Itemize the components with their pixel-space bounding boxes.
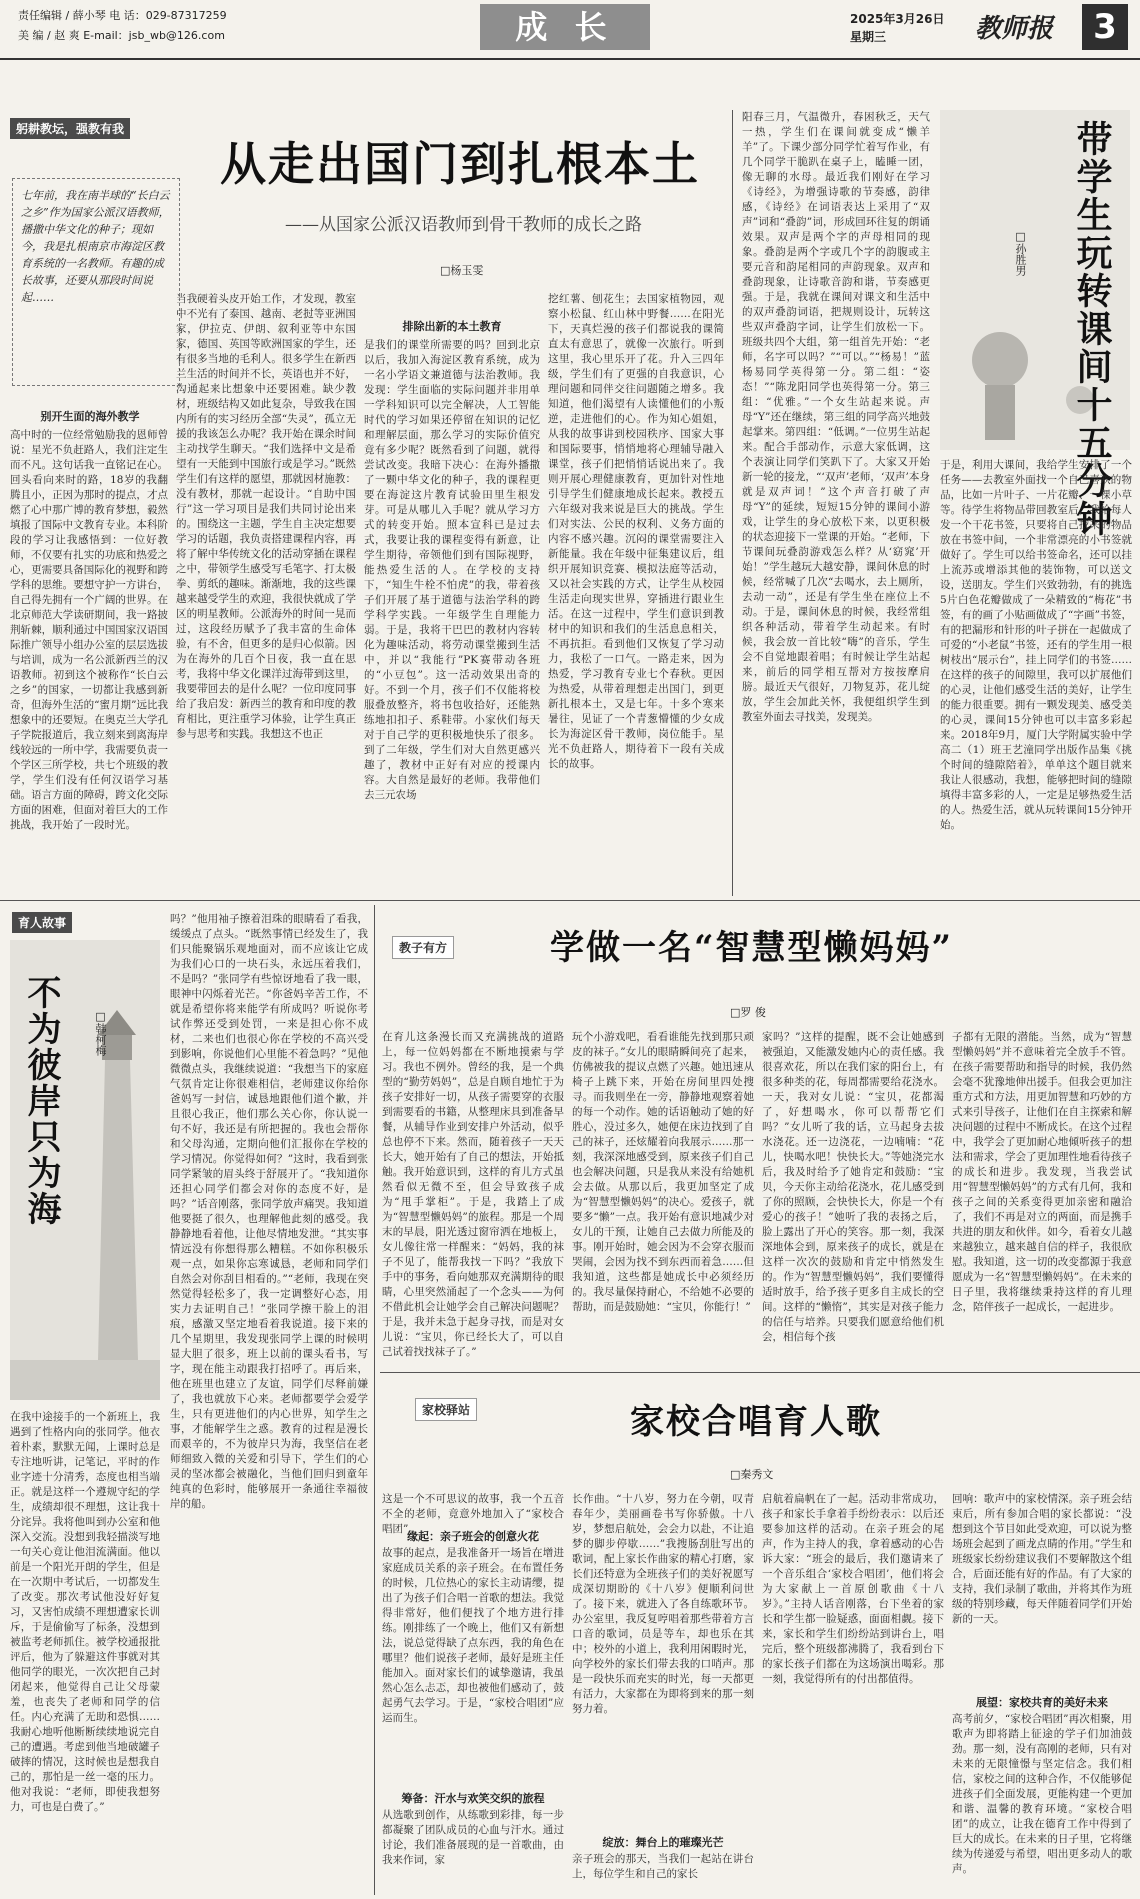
article5-col-1: 这是一个不可思议的故事，我一个五音不全的老师，竟意外地加入了“家校合唱团”。 [382,1493,564,1535]
newspaper-logo: 教师报 [975,14,1054,44]
article5-col-2: 长作曲。“十八岁，努力在今朝，叹青春年少，美丽画卷书写你骄傲。十八岁，梦想启航处，会会力以赴，不让追梦的脚步停歇……”我搜肠刮肚写出的歌词，配上家长作曲家的精心打磨，家长们还特意为全班孩子们的美好祝愿写成深切期盼的《十八岁》便顺利问世了。接下来，就进入了各自练歌环节。办公室里，我反复哼唱着那些带着方言口音的歌词，员是等车，却也乐在其中；校外的小道上，我利用闲暇时光，向学校外的家长们带去我的口哨声。那是一段快乐而充实的时光，每一天都更有活力，大家都在为即将到来的那一刻努力着。 [572,1493,754,1715]
weekday: 星期三 [850,30,887,44]
article1-col-3-lead [364,292,540,314]
article5-title: 家校合唱育人歌 [630,1402,882,1442]
article5-subheading-2: 筹备：汗水与欢笑交织的旅程 [401,1792,545,1805]
article1-col-1: 高中时的一位经常勉励我的恩师曾说：星光不负赶路人，我们注定生而不凡。这句话我一直铭记在心。回头看向来时的路，18岁的我翻腾且小，正因为那时的提点，才点燃了心中那广博的教育梦想，毅然填报了国际中文教育专业。本科阶段的学习让我感悟到：一位好教师，不仅要有扎实的功底和热爱之心，更需要具备国际化的视野和跨学科的思维。要想守护一方讲台，自己得先拥有一个广阔的世界。在北京师范大学读研期间，我一路披荆斩棘，顺利通过中国国家汉语国际推广领导小组办公室的层层选拔与培训，成为一名公派新西兰的汉语教师。初到这个被称作“长白云之乡”的国家，一切都让我感到新奇，但海外生活的“蜜月期”远比我想象中的还要短。在奥克兰大学孔子学院报道后，我立刻来到离海岸线较远的一所中学，我需要负责一个学区三所学校，共七个班级的教学，学生们没有任何汉语学习基础。语言方面的障碍，跨文化交际方面的困难，但面对着巨大的工作挑战，我开始了一段时光。 [10,429,168,831]
article5-col-4: 回响：歌声中的家校情深。亲子班会结束后，所有参加合唱的家长都说：“没想到这个节目如此受欢迎，可以说为整场班会起到了画龙点睛的作用。”学生和班级家长纷纷建议我们不要解散这个组合，后面还能有好的作品。有了大家的支持，我们录制了歌曲，并将其作为班级的特别珍藏，每天伴随着同学们开始新的一天。 [952,1493,1132,1625]
header-contact [18,6,227,46]
article4-col-1: 在育儿这条漫长而又充满挑战的道路上，每一位妈妈都在不断地摸索与学习。我也不例外。曾经的我，是一个典型的“勤劳妈妈”，总是自顾自地忙于为孩子安排好一切，从孩子需要穿的衣服到需要看的书籍，从整理床具到准备早餐，从辅导作业到安排户外活动，似乎总也停不下来。然而，随着孩子一天天长大，她开始有了自己的想法，开始抵触。我开始意识到，这样的育儿方式虽然看似无微不至，但会导致孩子成为“甩手掌柜”。于是，我踏上了成为“智慧型懒妈妈”的旅程。那是一个周末的早晨，阳光透过窗帘洒在地板上，女儿像往常一样醒来：“妈妈，我的袜子不见了，能帮我找一下吗？”我放下手中的事务，看向她那双充满期待的眼睛，心里突然涌起了一个念头——为何不借此机会让她学会自己解决问题呢？于是，我并未急于起身寻找，而是对女儿说：“宝贝，你已经长大了，可以自己试着找找袜子了。” [382,1031,564,1358]
page-number: 3 [1082,4,1128,50]
article1-col-3: 是我们的课堂所需要的吗？回到北京以后，我加入海淀区教育系统，成为一名小学语文兼道德与法治教师。我发现：学生面临的实际问题并非用单一学科知识可以完全解决，人工智能时代的学习如果还停留在知识的记忆和理解层面，那么学习的实际价值究竟有多少呢？既然看到了问题，就得尝试改变。我暗下决心：在海外播撒了一颗中华文化的种子，我的课程更要在海淀这片教育试验田里生根发芽。可是从哪儿入手呢？就从学习方式的转变开始。照本宣科已是过去式，我要让我的课程变得有新意，让学生期待，帝领他们到有国际视野，能热爱生活的人。在学校的支持下，“知生牛栓不怕虎”的我，带着孩子们开展了基于道德与法治学科的跨学科学实践。一年级学生自理能力弱。于是，我将干巴巴的教材内容转化为趣味活动，将劳动课堂搬到生活中，并以“我能行”PK赛带动各班的“小豆包”。这一活动效果出奇的好。不到一个月，孩子们不仅能将校服叠放整齐，将书包收拾好，还能熟练地扣扣子、系鞋带。小家伙们每天对于自己学的更积极地快乐了很多。到了二年级，学生们对大自然更感兴趣了，教材中正好有对应的授课内容。大自然是最好的老师。我带他们去三元农场 [364,339,540,801]
article1-intro-box: 七年前，我在南半球的“长白云之乡”作为国家公派汉语教师，播撒中华文化的种子；现如今，我是扎根南京市海淀区教育系统的一名教师。有趣的成长故事，还要从那段时间说起…… [12,178,180,386]
section-divider-2 [380,1372,1140,1373]
article1-col-2: 当我硬着头皮开始工作，才发现，教室中不光有了泰国、越南、老挝等亚洲国家，伊拉克、伊朗、叙利亚等中东国家，德国、英国等欧洲国家的学生，还有很多当地的毛利人。很多学生在新西兰生活的时间并不长，英语也并不好，沟通起来比想象中还要困难。缺少教材，班级结构又如此复杂，导致我在国内所有的实习经历全部“失灵”，孤立无援的我该怎么办呢？我开始在课余时间主动找学生聊天。“我们选择中文是希望有一天能到中国旅行或是学习。”既然学生们有这样的愿望，那就因材施教：没有教材，那就一起设计。“自助中国行”这一学习项目是我们共同讨论出来的。围绕这一主题，学生自主决定想要学习的话题，我负责搭建课程内容，再将了解中华传统文化的活动穿插在课程之中，带领学生感受写毛笔字、打太极拳、剪纸的趣味。渐渐地，我的这些课越来越受学生的欢迎，我很快就成了学区的明星教师。公派海外的时间一晃而过，这段经历赋予了我丰富的生命体验，有不舍，但更多的是归心似箭。因为在海外的几百个日夜，我一直在思考，我将中华文化课洋过海带到这里，我要带回去的是什么呢？一位印度同事给了我启发：新西兰的教育和印度的教育相比，更注重学习体验，让学生真正参与思考和实践。我想这不也正 [176,293,356,740]
issue-date [850,10,944,46]
page-header [0,0,1140,60]
section-divider [0,900,1140,901]
article5-col-2b: 亲子班会的那天，当我们一起站在讲台上，每位学生和自己的家长 [572,1853,754,1880]
article1-subheading-1: 别开生面的海外教学 [40,410,140,423]
article1-subtitle: ——从国家公派汉语教师到骨干教师的成长之路 [285,215,642,235]
article2-col-1: 阳春三月，气温微升，春困秋乏，天气一热，学生们在课间就变成“懒羊羊”了。下课少部分同学忙着写作业，有几个同学干脆趴在桌子上，瞌睡一团，像无聊的水母。最近我们刚好在学习《诗经》，为增强诗歌的节奏感，韵律感，《诗经》在词语表达上采用了“双声”词和“叠韵”词，形成回环往复的朗诵效果。双声是两个字的声母相同的现象。叠韵是两个字或几个字的韵腹或主要元音和韵尾相同的声韵现象。双声和叠韵现象，让诗歌音韵和谐，节奏感更强。于是，我就在课间对课文和生活中的双声叠韵词语，把规则设计，玩转这些双声叠韵字词，让学生们放松一下。班级共四个大组，第一组首先开始：“老师，名字可以吗？”“可以。”“杨易！”蓝杨易同学英得第一分。第二组：“姿态！”“陈龙阳同学也英得第一分。第三组：“优雅。”一个女生站起来说。声母“Y”还在继续，第三组的同学高兴地鼓起掌来。第四组：“低调。”一位男生站起来。配合手部动作，示意大家低调，这个表演让同学们笑趴下了。大家又开始新一轮的接龙，“‘双声’老师，‘双声’本身就是双声词！”这个声音打破了声母“Y”的延续，短短15分钟的课间小游戏，让学生的身心放松下来，以更积极的状态迎接下一堂课的开始。“老师，下节课间玩叠韵游戏怎么样？从‘窈窕’开始！”学生越玩大越安静，课间休息的时候，经常喊了几次“去喝水，去上厕所，去动一动”，还是有学生坐在座位上不动。于是，课间休息的时候，我经常组织各种活动，带着学生动起来。有时候，我会放一首比较“嗨”的音乐，学生会不自觉地跟着唱；有时候让学生站起来，前后的同学相互帮对方按按摩肩膀。最近天气很好，刀物复苏，花儿绽放，学生会加此关怀，我便组织学生到教室外面去寻找美，发现美。 [742,111,930,723]
article4-col-3: 家吗？”这样的提醒，既不会让她感到被强迫，又能激发她内心的责任感。我很喜欢花，所以在我们家的阳台上，有很多种类的花，每周都需要给花浇水。一天，我对女儿说：“宝贝，花都渴了，好想喝水，你可以帮帮它们吗？”女儿听了我的话，立马起身去拔水浇花。还一边浇花，一边喃喃：“花儿，快喝水吧！快快长大。”等她浇完水后，我及时给予了她肯定和鼓励：“宝贝，今天你主动给花浇水，花儿感受到了你的照顾，会快快长大，你是一个有爱心的孩子！”她听了我的表扬之后，脸上露出了开心的笑容。那一刻，我深深地体会到，原来孩子的成长，就是在这样一次次的鼓励和肯定中悄然发生的。作为“智慧型懒妈妈”，我们要懂得适时放手，给予孩子更多自主成长的空间。这样的“懒惰”，其实是对孩子能力的信任与培养。只要我们愿意给他们机会，相信每个孩 [762,1031,944,1343]
article3-title: 不为彼岸只为海 [21,975,61,1227]
article5-byline: □秦秀文 [730,1468,774,1481]
column-divider-2 [374,905,375,1895]
article1-subheading-2: 排除出新的本土教育 [402,320,502,333]
article3-col-1: 在我中途接手的一个新班上，我遇到了性格内向的张同学。他衣着朴素，默默无闻，上课时总是专注地听讲，记笔记，平时的作业字迹十分清秀，态度也相当端正。就是这样一个遵规守纪的学生，成绩却很不理想，这让我十分诧异。我将他叫到办公室和他深入交流。没想到我轻描淡写地一句关心竟让他泪流满面。他以前是一个阳光开朗的学生，但是在一次期中考试后，一切都发生了改变。那次考试他没好好复习，又害怕成绩不理想遭家长训斥，于是偷偷写了标条，没想到被监考老师抓住。被学校通报批评后，他为了躲避这件事就对其他同学的眼光，一次次把自己封闭起来，他觉得自己让父母蒙羞，也丧失了老师和同学的信任。内心充满了无助和恐惧……我耐心地听他断断续续地说完自己的遭遇。考虑到他当地破罐子破摔的情况，这时候也是想我自己的，那怕是一丝一毫的压力。他对我说：“老师，即使我想努力，可也是白费了。” [10,1411,160,1813]
column-tag-parenting: 教子有方 [392,936,454,959]
date: 2025年3月26日 [850,12,945,26]
article5-subheading-3: 绽放：舞台上的璀璨光芒 [602,1836,724,1849]
column-divider [732,110,733,896]
article1-title: 从走出国门到扎根本土 [220,137,700,191]
article4-col-4: 子都有无限的潜能。当然，成为“智慧型懒妈妈”并不意味着完全放手不管。在孩子需要帮助和指导的时候，我仍然会毫不犹豫地伸出援手。但我会更加注重方式和方法，用更加智慧和巧妙的方式来引导孩子，让他们在自主探索和解决问题的过程中不断成长。在这个过程中，我学会了更加耐心地倾听孩子的想法和需求，学会了更加理性地看待孩子的成长和进步。我发现，当我尝试用“智慧型懒妈妈”的方式有几何，我和孩子之间的关系变得更加亲密和融洽了，我们不再是对立的两面，而是携手共进的朋友和伙伴。如今，看着女儿越来越独立，越来越自信的样子，我很欣慰。我知道，这一切的改变都源于我意愿成为一名“智慧型懒妈妈”。在未来的日子里，我将继续秉持这样的育儿理念，陪伴孩子一起成长，一起进步。 [952,1031,1132,1313]
section-title: 成 长 [480,4,650,50]
article5-col-3: 启航着扁帆在了一起。活动非常成功，孩子和家长手拿着手纷纷表示：以后还要参加这样的活动。在亲子班会的尾声，作为主持人的我，拿着感动的心告诉大家：“班会的最后，我们邀请来了一个音乐组合‘家校合唱团’，他们将会为大家献上一首原创歌曲《十八岁》。”主持人话音刚落，台下坐着的家长和学生都一脸疑惑，面面相觑。接下来，家长和学生们纷纷站到讲台上，唱完后，整个班级都沸腾了，我看到台下的家长孩子们都在为这场演出喝彩。那一刻，我觉得所有的付出都值得。 [762,1493,944,1685]
article5-col-1c: 从选歌到创作，从练歌到彩排，每一步都凝聚了团队成员的心血与汗水。通过讨论，我们准备展现的是一首歌曲，由我来作词，家 [382,1809,564,1866]
article3-col-2: 吗？”他用袖子擦着泪珠的眼睛看了看我，缓缓点了点头。“既然事情已经发生了，我们只能聚锅乐观地面对，而不应该让它成为我们心口的一块石头，永远压着我们，不是吗？”张同学有些惊讶地看了我一眼，眼神中闪烁着光芒。“你爸妈辛苦工作，不就是希望你将来能学有所成吗？听说你考试作弊还受到处罚，一来是担心你不成材，二来也们也很心你在学校的不高兴受到影响，你说他们心里能不着急吗？”见他微微点头，我继续说道：“我想当下的家庭气氛肯定让你很难相信，老师建议你给你爸妈写一封信，诚恳地跟他们道个歉，并且很心我正，他们那么关心你，你认说一句不好，我还是有所把握的。我也会帮你和父母沟通，定期向他们汇报你在学校的学习情况。你觉得如何？”这时，我看到张同学紧皱的眉头终于舒展开了。“我知道你还担心同学们都会对你的态度不好，是吗？”话音刚落，张同学放声痛哭。我知道他要挺了很久，也理解他此刻的感受。我静静地看着他，让他尽情地发泄。“其实事情远没有你想得那么糟糕。不如你积极乐观一点，如果你忘寒诚恳，老师和同学们自然会对你刮目相看的。”“老师，我现在突然觉得轻松多了，我一定调整好心态，用实力去证明自己！”张同学擦干脸上的泪痕，感激又坚定地看着我说道。接下来的几个星期里，我发现张同学上课的时候明显大胆了很多，班上以前的课头看书，写字，现在能主动跟我打招呼了。再后来，他在班里也建立了友谊，同学们尽释前嫌了，我也就放下心来。老师都要学会爱学生，只有更进他们的内心世界，知学生之事，才能解学生之惑。教育的过程是漫长而艰辛的，不为彼岸只为海，我坚信在老师细致入微的关爱和引导下，学生们的心灵的坚冰都会被融化，当他们回归到童年纯真的色彩时，能够展开一条通往幸福彼岸的船。 [170,913,368,1510]
article1-byline: □杨玉雯 [440,264,484,277]
column-tag-story: 育人故事 [12,912,72,933]
article2-title: 带学生玩转课间十五分钟 [1071,120,1113,538]
designer-line: 美 编 / 赵 爽 E-mail：jsb_wb@126.com [18,29,225,42]
editor-line: 责任编辑 / 薛小琴 电 话：029-87317259 [18,9,227,22]
article4-byline: □罗 俊 [730,1006,766,1019]
column-tag-home-school: 家校驿站 [415,1398,477,1421]
article5-subheading-4: 展望：家校共育的美好未来 [976,1696,1108,1709]
article3-byline: □韩柯梅 [94,1010,107,1056]
column-tag-teaching: 躬耕教坛，强教有我 [10,118,130,139]
article5-col-1b: 故事的起点，是我准备开一场旨在增进家庭成员关系的亲子班会。在布置任务的时候，几位热心的家长主动请缨，提出了为孩子们合唱一首歌的想法。我觉得非常好，他们便找了个地方进行排练。刚排练了一个晚上，他们又有新想法，说总觉得缺了点东西，我的角色在哪里？他们说孩子老师，最好是班主任能加入。面对家长们的诚挚邀请，我虽然心怎么忐忑，却也被他们感动了，鼓起勇气去学习。于是，“家校合唱团”应运而生。 [382,1547,564,1724]
article2-col-2: 于是，利用大课间，我给学生安排了一个任务——去教室外面找一个自己喜欢的物品，比如一片叶子、一片花瓣、一棵小草等。待学生将物品带回教室后，我给每人发一个干花书签，只要将自己找来的物品放在书签中间，一个非常漂亮的小书签就做好了。学生可以给书签命名，还可以挂上流苏或增添其他的装饰物，可以送文设，送朋友。学生们兴致勃勃，有的挑选5片白色花瓣做成了一朵精致的“梅花”书签，有的画了小贴画做成了“字画”书签，有的把漏形和针形的叶子拼在一起做成了可爱的“小老鼠”书签，还有的学生用一根树枝出“展示台”，挂上同学们的书签……在这样的孩子的间隙里，我可以扩展他们的心灵，让他们感受生活的美好，让学生的能力很重要。拥有一颗发现美、感受美的心灵，课间15分钟也可以丰富多彩起来。2018年9月，厦门大学附属实验中学高二（1）班王艺潼同学出版作品集《挑个时间的缝隙陪着》，单单这个题目就来我让人很感动，我想，能够把时间的缝隙填得丰富多彩的人，一定是足够热爱生活的人。热爱生活，就从玩转课间15分钟开始。 [940,459,1132,831]
article4-col-2: 玩个小游戏吧，看看谁能先找到那只顽皮的袜子。”女儿的眼睛瞬间亮了起来，仿佛被我的提议点燃了兴趣。她迅速从椅子上跳下来，开始在房间里四处搜寻。而我则坐在一旁，静静地观察着她的每一个动作。她的话语触动了她的好胜心，没过多久，她便在床边找到了自己的袜子，还炫耀着向我展示……那一刻，我深深地感受到，原来孩子们自己也会解决问题，只是我从来没有给她机会去做。从那以后，我更加坚定了成为“智慧型懒妈妈”的决心。爱孩子，就要多“懒”一点。我开始有意识地减少对女儿的干预，让她自己去做力所能及的事。刚开始时，她会因为不会穿衣服而哭闹，会因为找不到东西而着急……但我知道，这些都是她成长中必须经历的。我尽量保持耐心，不给她不必要的帮助，而是鼓励她：“宝贝，你能行！” [572,1031,754,1313]
article5-col-4b: 高考前夕，“家校合唱团”再次相聚，用歌声为即将踏上征途的学子们加油鼓劲。那一刻，没有高刚的老师，只有对未来的无限憧憬与坚定信念。我们相信，家校之间的这种合作，不仅能够促进孩子们全面发展，更能构建一个更加和谐、温馨的教育环境。“家校合唱团”的成立，让我在德育工作中得到了巨大的成长。在未来的日子里，它将继续为传递爱与希望，唱出更多动人的歌声。 [952,1713,1132,1875]
article4-title: 学做一名“智慧型懒妈妈” [550,928,954,968]
article5-subheading-1: 缘起：亲子班会的创意火花 [407,1530,539,1543]
article2-byline: □孙胜男 [1014,230,1027,276]
article1-col-4: 挖红薯、刨花生；去国家植物园，观察小松鼠、红山林中野餐……在阳光下，天真烂漫的孩子们都说我的课简直太有意思了，就像一次旅行。听到这里，我心里乐开了花。升入三四年级，学生们有了更强的自我意识，心理问题和同伴交往问题随之增多。我知道，他们渴望有人读懂他们的小叛逆，走进他们的心。作为知心姐姐，从我的故事讲到校园秩序、国家大事和国际要事，悄悄地将心理辅导融入课堂，孩子们把悄悄话说出来了。我则开展心理健康教育，更加针对性地引导学生们健康地成长起来。教授五六年级对我来说是巨大的挑战。学生们对实法、公民的权利、义务方面的内容不感兴趣。沉闷的课堂需要注入新能量。我在年级中征集建议后，组织开展知识竞赛、模拟法庭等活动，又以社会实践的方式，让学生从校园生活走向现实世界，穿插进行跟业生活。在这一过程中，学生们意识到教材中的知识和我们的生活息息相关，不再抗拒。看到他们又恢复了学习动力，我松了一口气。一路走来，因为热爱，学习教育专业七个春秋。更因为热爱，从带着理想走出国门，到更新扎根本土，又是七年。十多个寒来暑往，见证了一个青葱懵懂的少女成长为海淀区骨干教师，岗位能手。星光不负赶路人，期待着下一段有关成长的故事。 [548,293,724,770]
